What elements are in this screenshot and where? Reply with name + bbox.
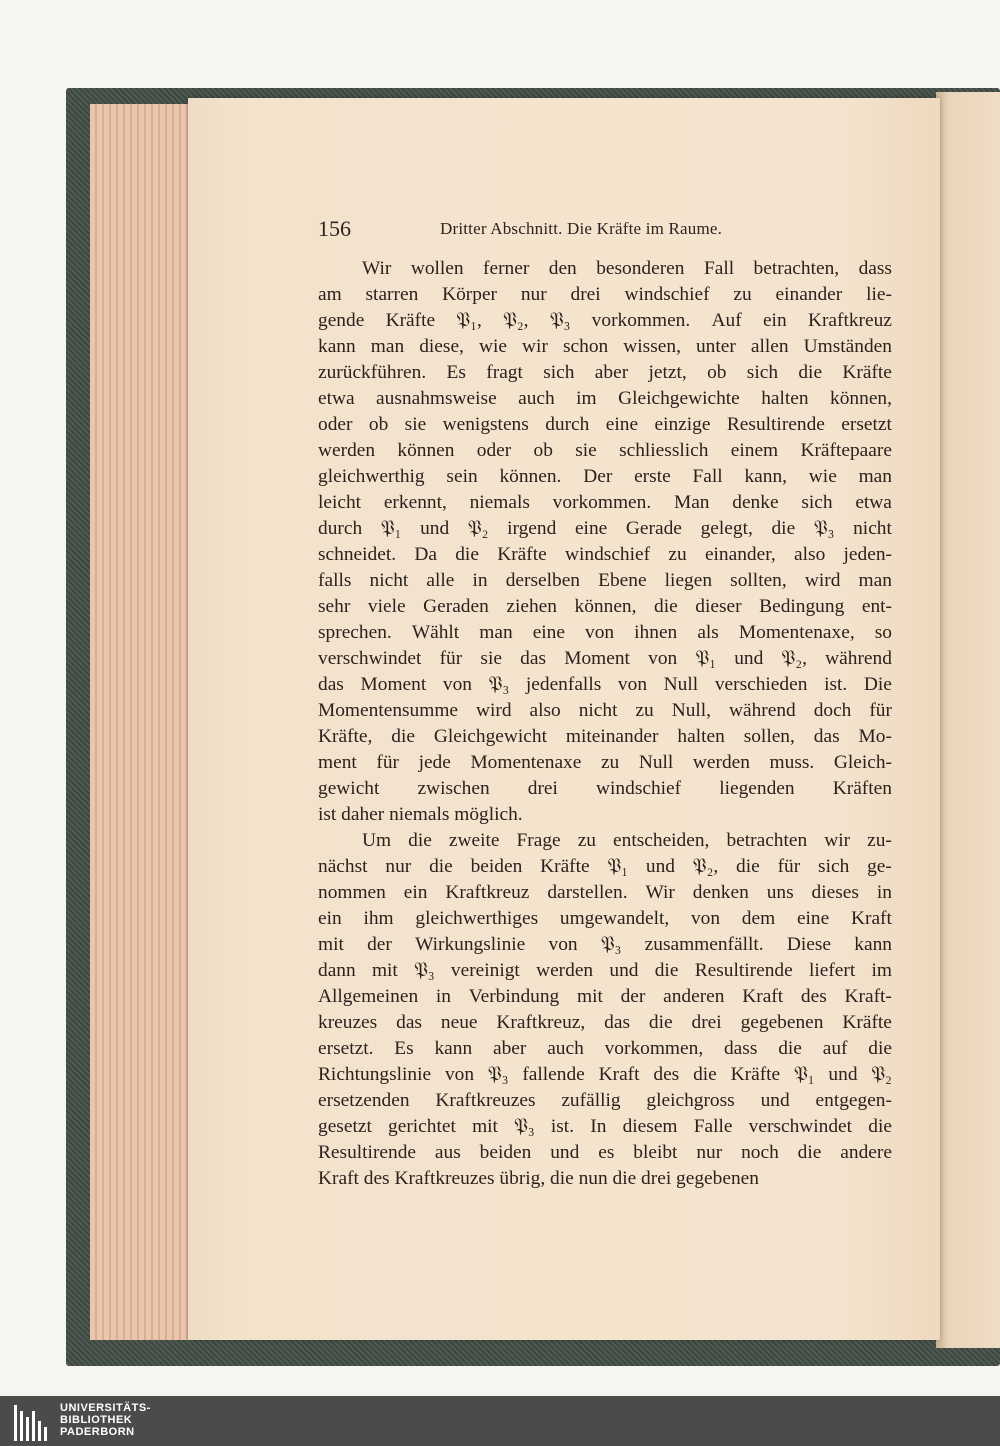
- text-line: werden können oder ob sie schliesslich einem Kräftepaare: [318, 440, 892, 461]
- facing-page-edge: [936, 92, 1000, 1348]
- text-line: Allgemeinen in Verbindung mit der anderen Kraft des Kraft-: [318, 986, 892, 1007]
- text-line: sehr viele Geraden ziehen können, die dieser Bedingung ent-: [318, 596, 892, 617]
- text-line: kreuzes das neue Kraftkreuz, das die drei gegebenen Kräfte: [318, 1012, 892, 1033]
- text-line: falls nicht alle in derselben Ebene liegen sollten, wird man: [318, 570, 892, 591]
- text-line: Momentensumme wird also nicht zu Null, während doch für: [318, 700, 892, 721]
- page-number: 156: [318, 216, 351, 241]
- text-line: ein ihm gleichwerthiges umgewandelt, von dem eine Kraft: [318, 908, 892, 929]
- text-line: Kraft des Kraftkreuzes übrig, die nun die drei gegebenen: [318, 1168, 759, 1189]
- library-name-line: UNIVERSITÄTS-: [60, 1402, 151, 1414]
- text-line: Wir wollen ferner den besonderen Fall betrachten, dass: [362, 258, 892, 279]
- text-line: kann man diese, wie wir schon wissen, unter allen Umständen: [318, 336, 892, 357]
- text-line: leicht erkennt, niemals vorkommen. Man denke sich etwa: [318, 492, 892, 513]
- running-title: Dritter Abschnitt. Die Kräfte im Raume.: [440, 219, 723, 238]
- text-line: Resultirende aus beiden und es bleibt nur noch die andere: [318, 1142, 892, 1163]
- text-line: ersetzenden Kraftkreuzes zufällig gleichgross und entgegen-: [318, 1090, 892, 1111]
- text-line: mit der Wirkungslinie von 𝔓₃ zusammenfällt. Diese kann: [318, 934, 892, 955]
- text-line: das Moment von 𝔓₃ jedenfalls von Null verschieden ist. Die: [318, 674, 892, 695]
- text-line: am starren Körper nur drei windschief zu einander lie-: [318, 284, 892, 305]
- text-line: durch 𝔓₁ und 𝔓₂ irgend eine Gerade gelegt, die 𝔓₃ nicht: [318, 518, 892, 539]
- page-edges: [90, 104, 194, 1340]
- text-line: gewicht zwischen drei windschief liegenden Kräften: [318, 778, 892, 799]
- library-footer-bar: [0, 1396, 1000, 1446]
- text-line: ment für jede Momentenaxe zu Null werden muss. Gleich-: [318, 752, 892, 773]
- text-line: zurückführen. Es fragt sich aber jetzt, ob sich die Kräfte: [318, 362, 892, 383]
- library-name: [60, 1402, 151, 1438]
- text-line: dann mit 𝔓₃ vereinigt werden und die Resultirende liefert im: [318, 960, 892, 981]
- body-text: [318, 256, 892, 1192]
- text-line: ersetzt. Es kann aber auch vorkommen, dass die auf die: [318, 1038, 892, 1059]
- text-line: gleichwerthig sein können. Der erste Fall kann, wie man: [318, 466, 892, 487]
- running-head: [318, 216, 892, 246]
- text-line: verschwindet für sie das Moment von 𝔓₁ und 𝔓₂, während: [318, 648, 892, 669]
- text-line: schneidet. Da die Kräfte windschief zu einander, also jeden-: [318, 544, 892, 565]
- text-line: Um die zweite Frage zu entscheiden, betrachten wir zu-: [362, 830, 892, 851]
- library-logo-icon: [14, 1405, 50, 1441]
- text-line: oder ob sie wenigstens durch eine einzige Resultirende ersetzt: [318, 414, 892, 435]
- text-line: gende Kräfte 𝔓₁, 𝔓₂, 𝔓₃ vorkommen. Auf ein Kraftkreuz: [318, 310, 892, 331]
- text-line: nommen ein Kraftkreuz darstellen. Wir denken uns dieses in: [318, 882, 892, 903]
- text-line: nächst nur die beiden Kräfte 𝔓₁ und 𝔓₂, die für sich ge-: [318, 856, 892, 877]
- text-line: ist daher niemals möglich.: [318, 804, 523, 825]
- library-name-line: PADERBORN: [60, 1426, 135, 1438]
- library-name-line: BIBLIOTHEK: [60, 1414, 133, 1426]
- text-line: gesetzt gerichtet mit 𝔓₃ ist. In diesem Falle verschwindet die: [318, 1116, 892, 1137]
- text-line: Richtungslinie von 𝔓₃ fallende Kraft des die Kräfte 𝔓₁ und 𝔓₂: [318, 1064, 892, 1085]
- text-line: etwa ausnahmsweise auch im Gleichgewichte halten können,: [318, 388, 892, 409]
- text-line: Kräfte, die Gleichgewicht miteinander halten sollen, das Mo-: [318, 726, 892, 747]
- text-line: sprechen. Wählt man eine von ihnen als Momentenaxe, so: [318, 622, 892, 643]
